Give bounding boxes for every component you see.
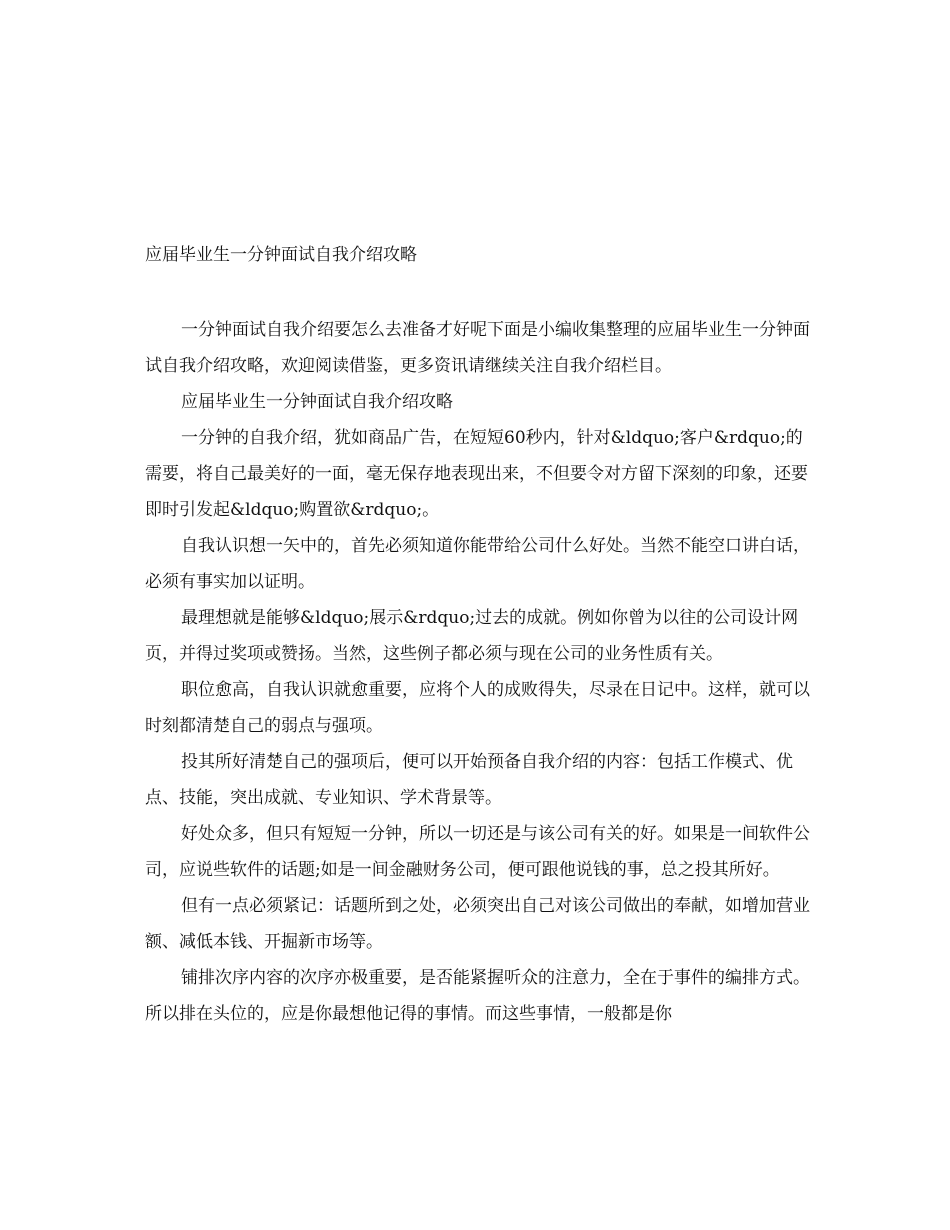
document-body bbox=[145, 312, 810, 1032]
paragraph-subtitle: 应届毕业生一分钟面试自我介绍攻略 bbox=[181, 392, 453, 412]
paragraph: 最理想就是能够&ldquo;展示&rdquo;过去的成就。例如你曾为以往的公司设计网页，并得过奖项或赞扬。当然，这些例子都必须与现在公司的业务性质有关。 bbox=[145, 608, 799, 664]
paragraph: 职位愈高，自我认识就愈重要，应将个人的成败得失，尽录在日记中。这样，就可以时刻都清楚自己的弱点与强项。 bbox=[145, 680, 810, 736]
paragraph: 铺排次序内容的次序亦极重要，是否能紧握听众的注意力，全在于事件的编排方式。所以排在头位的，应是你最想他记得的事情。而这些事情，一般都是你 bbox=[145, 968, 810, 1024]
paragraph-intro: 一分钟面试自我介绍要怎么去准备才好呢下面是小编收集整理的应届毕业生一分钟面试自我介绍攻略，欢迎阅读借鉴，更多资讯请继续关注自我介绍栏目。 bbox=[145, 320, 810, 376]
document-title: 应届毕业生一分钟面试自我介绍攻略 bbox=[145, 245, 417, 265]
paragraph: 投其所好清楚自己的强项后，便可以开始预备自我介绍的内容：包括工作模式、优点、技能，突出成就、专业知识、学术背景等。 bbox=[145, 752, 793, 808]
paragraph: 但有一点必须紧记：话题所到之处，必须突出自己对该公司做出的奉献，如增加营业额、减低本钱、开掘新市场等。 bbox=[145, 896, 810, 952]
paragraph: 好处众多，但只有短短一分钟，所以一切还是与该公司有关的好。如果是一间软件公司，应说些软件的话题;如是一间金融财务公司，便可跟他说钱的事，总之投其所好。 bbox=[145, 824, 810, 880]
paragraph: 自我认识想一矢中的，首先必须知道你能带给公司什么好处。当然不能空口讲白话，必须有事实加以证明。 bbox=[145, 536, 810, 592]
paragraph: 一分钟的自我介绍，犹如商品广告，在短短60秒内，针对&ldquo;客户&rdquo;的需要，将自己最美好的一面，毫无保存地表现出来，不但要令对方留下深刻的印象，还要即时引发起&ldquo;购置欲&rdquo;。 bbox=[145, 428, 808, 520]
